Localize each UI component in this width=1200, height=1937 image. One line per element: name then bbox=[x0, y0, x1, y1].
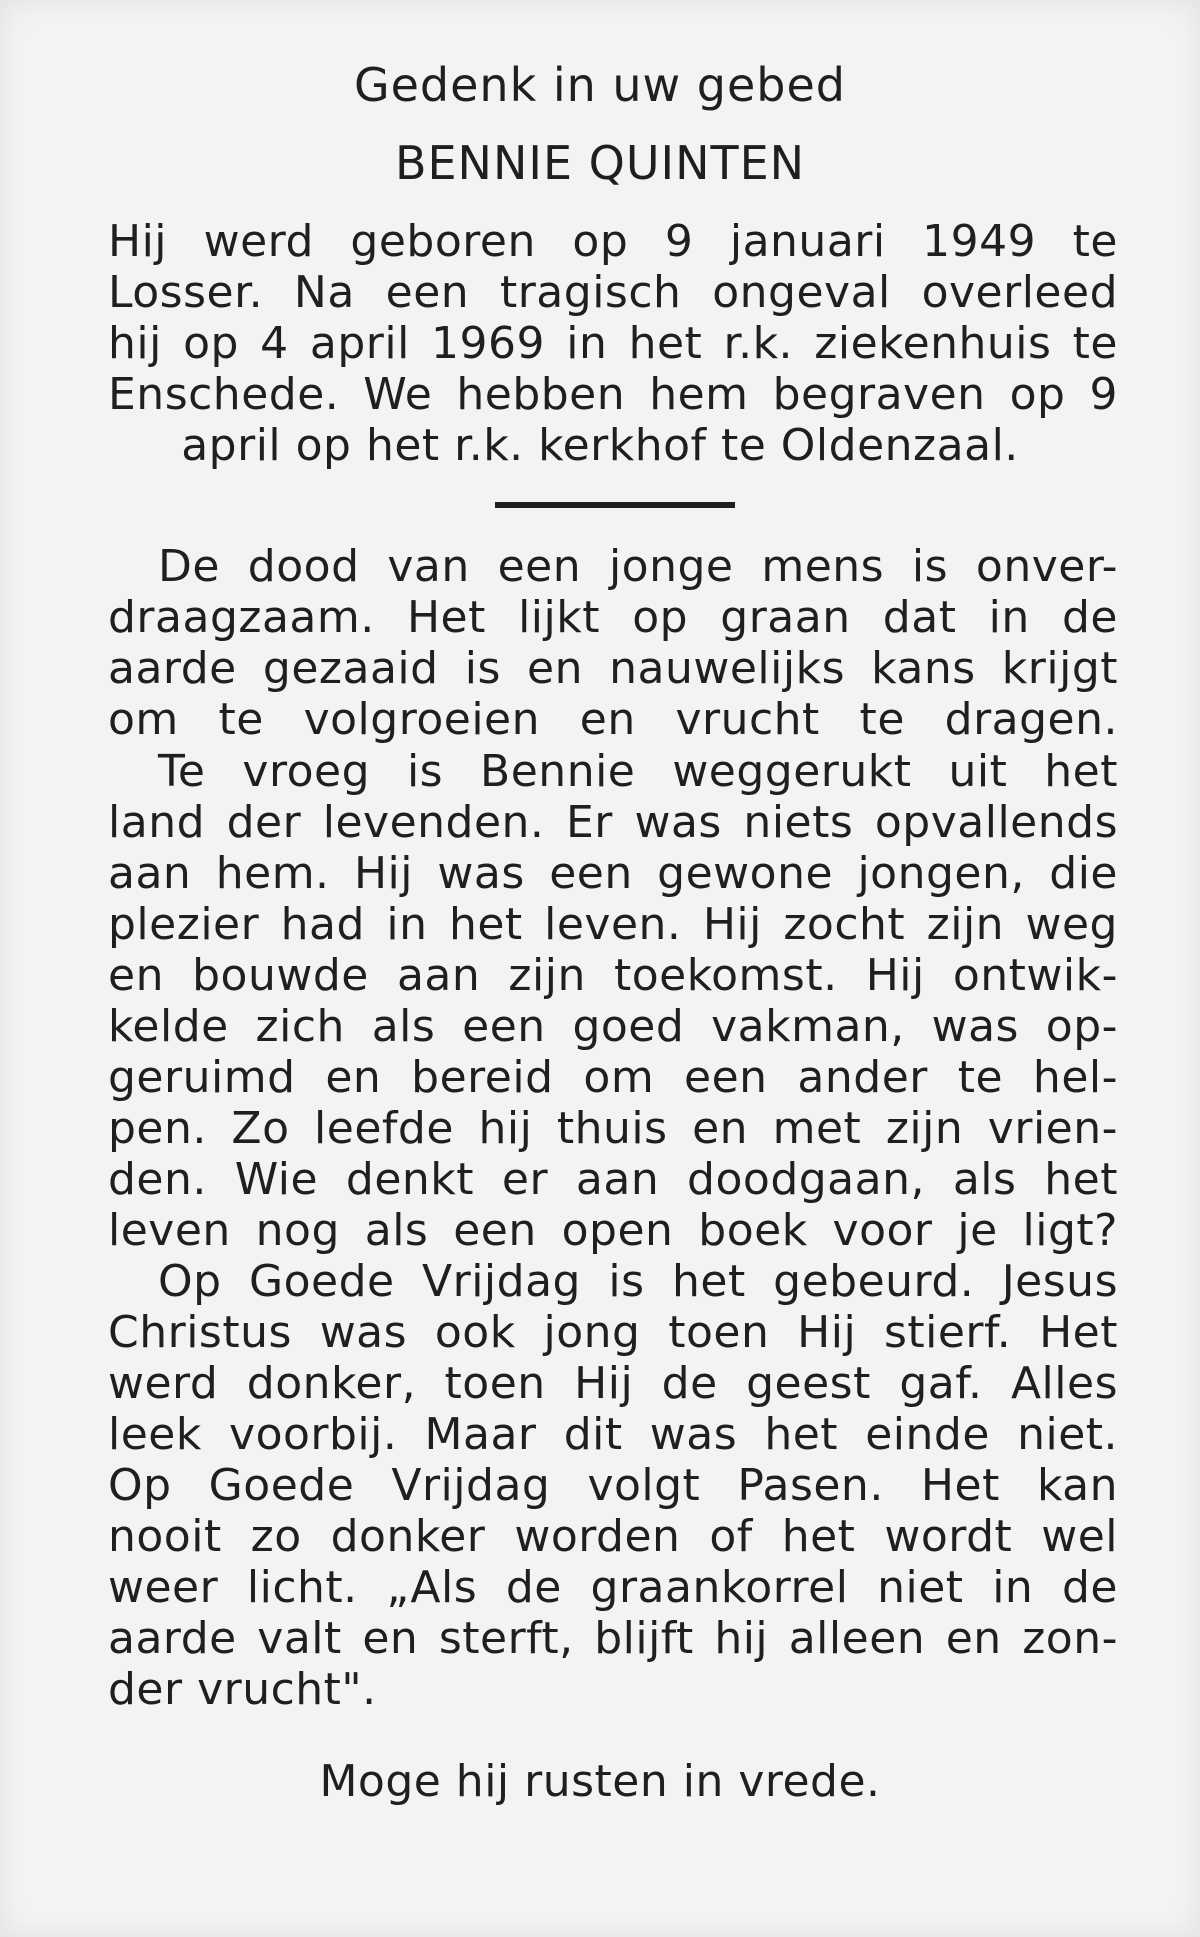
intro-line: Enschede. We hebben hem begraven op 9 bbox=[108, 369, 1118, 420]
body-line: om te volgroeien en vrucht te dragen. bbox=[108, 694, 1118, 745]
body-line: leek voorbij. Maar dit was het einde niet. bbox=[108, 1409, 1118, 1460]
body-line: geruimd en bereid om een ander te hel- bbox=[108, 1052, 1118, 1103]
intro-line: Hij werd geboren op 9 januari 1949 te bbox=[108, 216, 1118, 267]
body-line: nooit zo donker worden of het wordt wel bbox=[108, 1511, 1118, 1562]
prayer-request: Gedenk in uw gebed bbox=[353, 58, 846, 112]
body-line: Op Goede Vrijdag volgt Pasen. Het kan bbox=[108, 1460, 1118, 1511]
body-line: der vrucht". bbox=[108, 1664, 377, 1715]
body-line: Christus was ook jong toen Hij stierf. Het bbox=[108, 1307, 1118, 1358]
intro-line: april op het r.k. kerkhof te Oldenzaal. bbox=[181, 420, 1019, 471]
body-line: weer licht. „Als de graankorrel niet in de bbox=[108, 1562, 1118, 1613]
body-line: Te vroeg is Bennie weggerukt uit het bbox=[158, 746, 1118, 797]
divider-rule bbox=[495, 502, 735, 508]
intro-line: Losser. Na een tragisch ongeval overleed bbox=[108, 267, 1118, 318]
body-line: land der levenden. Er was niets opvallends bbox=[108, 797, 1118, 848]
body-line: en bouwde aan zijn toekomst. Hij ontwik- bbox=[108, 950, 1118, 1001]
body-line: aarde valt en sterft, blijft hij alleen en zon- bbox=[108, 1613, 1118, 1664]
body-line: Op Goede Vrijdag is het gebeurd. Jesus bbox=[158, 1256, 1118, 1307]
deceased-name: BENNIE QUINTEN bbox=[394, 136, 806, 190]
body-line: aan hem. Hij was een gewone jongen, die bbox=[108, 848, 1118, 899]
body-line: plezier had in het leven. Hij zocht zijn weg bbox=[108, 899, 1118, 950]
body-line: kelde zich als een goed vakman, was op- bbox=[108, 1001, 1118, 1052]
body-line: De dood van een jonge mens is onver- bbox=[158, 541, 1118, 592]
body-line: aarde gezaaid is en nauwelijks kans krijgt bbox=[108, 643, 1118, 694]
body-line: den. Wie denkt er aan doodgaan, als het bbox=[108, 1154, 1118, 1205]
body-line: draagzaam. Het lijkt op graan dat in de bbox=[108, 592, 1118, 643]
body-line: pen. Zo leefde hij thuis en met zijn vrien- bbox=[108, 1103, 1118, 1154]
body-line: leven nog als een open boek voor je ligt? bbox=[108, 1205, 1118, 1256]
body-line: werd donker, toen Hij de geest gaf. Alles bbox=[108, 1358, 1118, 1409]
intro-line: hij op 4 april 1969 in het r.k. ziekenhuis te bbox=[108, 318, 1118, 369]
closing-line: Moge hij rusten in vrede. bbox=[319, 1756, 881, 1807]
